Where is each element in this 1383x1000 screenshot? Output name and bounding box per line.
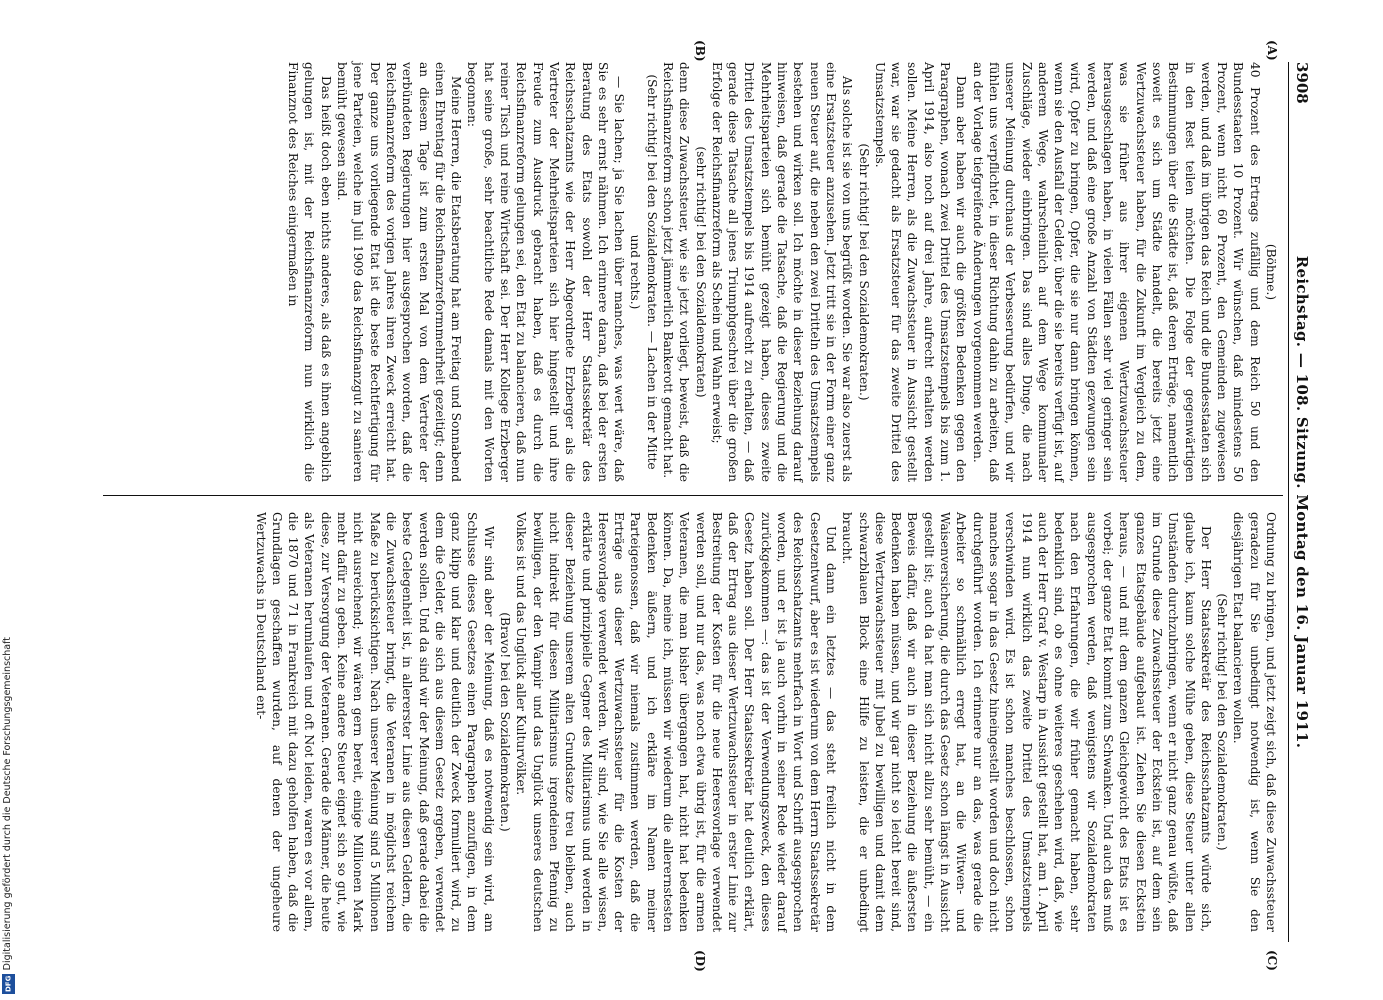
paragraph: Das heißt doch eben nichts anderes, als daß es ihnen angeblich gelungen ist, mit der Reichsfinanzreform nun wirklich die Finanznot des Reiches einigermaßen in (286, 62, 333, 482)
footer-strip (0, 0, 18, 1000)
margin-mark-c: (C) (1265, 950, 1279, 971)
paragraph: Wir sind aber der Meinung, daß es notwendig sein wird, am Schlusse dieses Gesetzes einen Paragraphen anzufügen, in dem ganz klipp und klar und deutlich der Zweck formuliert wird, zu dem die Gelder, die sich aus diesem Gesetz ergeben, verwendet werden sollen. Und da sind wir der Meinung, daß gerade dabei die beste Gelegenheit ist, in allererster Linie aus diesen Geldern, die die Zuwachssteuer bringt, die Veteranen in möglichst reichem Maße zu berücksichtigen. Nach unserer Meinung sind 5 Millionen nicht ausreichend; wir wären gern bereit, einige Millionen Mark mehr dafür zu geben. Keine andere Steuer eignet sich so gut, wie diese, zur Versorgung der Veteranen. Gerade die Männer, die heute als Veteranen herumlaufen und oft Not leiden, waren es vor allem, die 1870 und 71 in Frankreich mit dazu geholfen haben, daß die Grundlagen geschaffen wurden, auf denen der ungeheure Wertzuwachs in Deutschland ent- (253, 512, 496, 932)
paragraph: Der Herr Staatssekretär des Reichsschatzamts würde sich, glaube ich, kaum solche Mühe geben, diese Steuer unter allen Umständen durchzubringen, wenn er nicht ganz genau wüßte, daß im Grunde diese Zuwachssteuer der Eckstein ist, auf dem sein ganzes Etatsgebäude aufgebaut ist. Ziehen Sie diesen Eckstein heraus, — und mit dem ganzen Gleichgewicht des Etats ist es vorbei; der ganze Etat kommt zum Schwanken. Und auch das muß ausgesprochen werden, daß wenigstens wir Sozialdemokraten nach den Erfahrungen, die wir früher gemacht haben, sehr bedenklich sind, ob es ohne weiteres geschehen wird, daß, wie auch der Herr Graf v. Westarp in Aussicht gestellt hat, am 1. April 1914 nun wirklich das zweite Drittel des Umsatzstempels verschwinden wird. Es ist schon manches beschlossen, schon manches sogar in das Gesetz hineingestellt worden und doch nicht durchgeführt worden. Ich erinnere nur an das, was gerade die Arbeiter so schmählich erregt hat, an die Witwen- und Waisenversicherung, die durch das Gesetz schon längst in Aussicht gestellt ist; auch da hat man sich nicht allzu sehr bemüht, — ein Beweis dafür, daß wir auch in dieser Beziehung die äußersten Bedenken haben müssen, und wir gar nicht so leicht bereit sind, diese Wertzuwachssteuer mit Jubel zu bewilligen und damit dem schwarzblauen Block eine Hilfe zu leisten, die er unbedingt braucht. (840, 512, 1213, 932)
interjection: (Bravo! bei den Sozialdemokraten.) (498, 612, 513, 832)
quotation: Meine Herren, die Etatsberatung hat am Freitag und Sonnabend einen Ehrentag für die Reichsfinanzreformmehrheit gezeitigt; denn an diesem Tage ist zum ersten Mal von dem Vertreter der verbündeten Regierungen hier ausgesprochen worden, daß die Reichsfinanzreform des vorigen Jahres ihren Zweck erreicht hat. Der ganze uns vorliegende Etat ist die beste Rechtfertigung für jene Parteien, welche im Juli 1909 das Reichsfinanzgut zu sanieren bemüht gewesen sind. (335, 62, 464, 482)
page-header (1291, 62, 1313, 942)
right-column (252, 512, 1279, 932)
paragraph: — Sie lachen; ja Sie lachen über manches, was wert wäre, daß Sie es sehr ernst nähmen. Ich erinnere daran, daß bei der ersten Beratung des Etats sowohl der Herr Staatssekretär des Reichsschatzamts wie der Herr Abgeordnete Erzberger als die Vertreter der Mehrheitsparteien sich hier hingestellt und ihre Freude zum Ausdruck gebracht haben, daß es durch die Reichsfinanzreform gelungen sei, den Etat zu balancieren, daß nun reiner Tisch und reine Wirtschaft sei. Der Herr Kollege Erzberger hat seine große, sehr beachtliche Rede damals mit den Worten begonnen: (465, 62, 627, 482)
paragraph: Und dann ein letztes — das steht freilich nicht in dem Gesetzentwurf, aber es ist wiederum von dem Herrn Staatssekretär des Reichsschatzamts mehrfach in Wort und Schrift ausgesprochen worden, und er ist ja auch vorhin in seiner Rede wieder darauf zurückgekommen —: das ist der Verwendungszweck, den dieses Gesetz haben soll. Der Herr Staatssekretär hat deutlich erklärt, daß der Ertrag aus dieser Wertzuwachssteuer in erster Linie zur Bestreitung der Kosten für die neue Heeresvorlage verwendet werden soll, und nur das, was noch etwa übrig ist, für die armen Veteranen, die man bisher übergangen hat, nicht hat bedenken können. Da, meine ich, müssen wir wiederum die allerernstesten Bedenken äußern, und ich erkläre im Namen meiner Parteigenossen, daß wir niemals zustimmen werden, daß die Erträge aus dieser Wertzuwachssteuer für die Kosten der Heeresvorlage verwendet werden. Wir sind, wie Sie alle wissen, erklärte und prinzipielle Gegner des Militarismus und werden in dieser Beziehung unserem alten Grundsatze treu bleiben, auch nicht indirekt für diesen Militarismus irgendeinen Pfennig zu bewilligen, der den Vampir und das Unglück unseres deutschen Volkes ist und das Unglück aller Kulturvölker. (514, 512, 838, 932)
column-divider (103, 495, 1283, 496)
interjection: (sehr richtig! bei den Sozialdemokraten) (693, 146, 708, 398)
paragraph: Dann aber haben wir auch die größten Bedenken gegen den Paragraphen, wonach zwei Drittel des Umsatzstempels bis zum 1. April 1914, also noch auf drei Jahre, aufrecht erhalten werden sollen. Meine Herren, als die Zuwachssteuer in Aussicht gestellt war, war sie gedacht als Ersatzsteuer für das zweite Drittel des Umsatzstempels. (872, 62, 969, 482)
page-number: 3908 (1293, 62, 1311, 104)
margin-mark-a: (A) (1265, 40, 1279, 61)
digitization-credit: Digitalisierung gefördert durch die Deutsche Forschungsgemeinschaft (2, 636, 13, 970)
interjection: (Sehr richtig! bei den Sozialdemokraten.) (856, 143, 871, 401)
left-column (285, 62, 1279, 482)
speaker-name: (Böhme.) (1264, 243, 1278, 301)
interjection: (Sehr richtig! bei den Sozialdemokraten. — Lachen in der Mitte und rechts.) (628, 74, 659, 470)
paragraph: Ordnung zu bringen, und jetzt zeigt sich, daß diese Zuwachssteuer geradezu für Sie unbedingt notwendig ist, wenn Sie den diesjährigen Etat balancieren wollen. (1231, 512, 1278, 932)
running-title: Reichstag. — 108. Sitzung. Montag den 16. Januar 1911. (1293, 255, 1311, 749)
header-rule (1288, 62, 1289, 942)
paragraph: denn diese Zuwachssteuer, wie sie jetzt vorliegt, beweist, daß die Reichsfinanzreform schon jetzt jämmerlich Bankerott gemacht hat. (661, 62, 692, 482)
paragraph: 40 Prozent des Ertrags zufällig und dem Reich 50 und den Bundesstaaten 10 Prozent. Wir wünschen, daß mindestens 50 Prozent, wenn nicht 60 Prozent, den Gemeinden zugewiesen werden, und daß im übrigen das Reich und die Bundesstaaten sich in den Rest teilen möchten. Die Folge der gegenwärtigen Bestimmungen über die Städte ist, daß deren Erträge, namentlich soweit es sich um Städte handelt, die bereits jetzt eine Wertzuwachssteuer haben, für die Zukunft im Vergleich zu dem, was sie früher aus ihrer eigenen Wertzuwachssteuer herausgeschlagen haben, in vielen Fällen sehr viel geringer sein werden, und daß eine große Anzahl von Städten gezwungen sein wird, Opfer zu bringen, Opfer, die sie nur dann bringen können, wenn sie den Ausfall der Gelder, über die sie bereits verfügt ist, auf anderem Wege, wahrscheinlich auf dem Wege kommunaler Zuschläge, wieder einbringen. Das sind alles Dinge, die nach unserer Meinung durchaus der Verbesserung bedürfen, und wir fühlen uns verpflichtet, in dieser Richtung dahin zu arbeiten, daß an der Vorlage tiefgreifende Änderungen vorgenommen werden. (970, 62, 1262, 482)
paragraph: Als solche ist sie von uns begrüßt worden. Sie war also zuerst als eine Ersatzsteuer anzusehen. Jetzt tritt sie in der Form einer ganz neuen Steuer auf, die neben den zwei Dritteln des Umsatzstempels bestehen und wirken soll. Ich möchte in dieser Beziehung darauf hinweisen, daß gerade die Tatsache, daß die Regierung und die Mehrheitsparteien sich bemüht gezeigt haben, dieses zweite Drittel des Umsatzstempels bis 1914 aufrecht zu erhalten, — daß gerade diese Tatsache all jenes Triumphgeschrei über die großen Erfolge der Reichsfinanzreform als Schein und Wahn erweist; (709, 62, 855, 482)
interjection: (Sehr richtig! bei den Sozialdemokraten.) (1215, 593, 1230, 851)
margin-mark-b: (B) (693, 40, 707, 62)
dfg-logo: DFG (2, 974, 15, 994)
margin-mark-d: (D) (693, 950, 707, 972)
